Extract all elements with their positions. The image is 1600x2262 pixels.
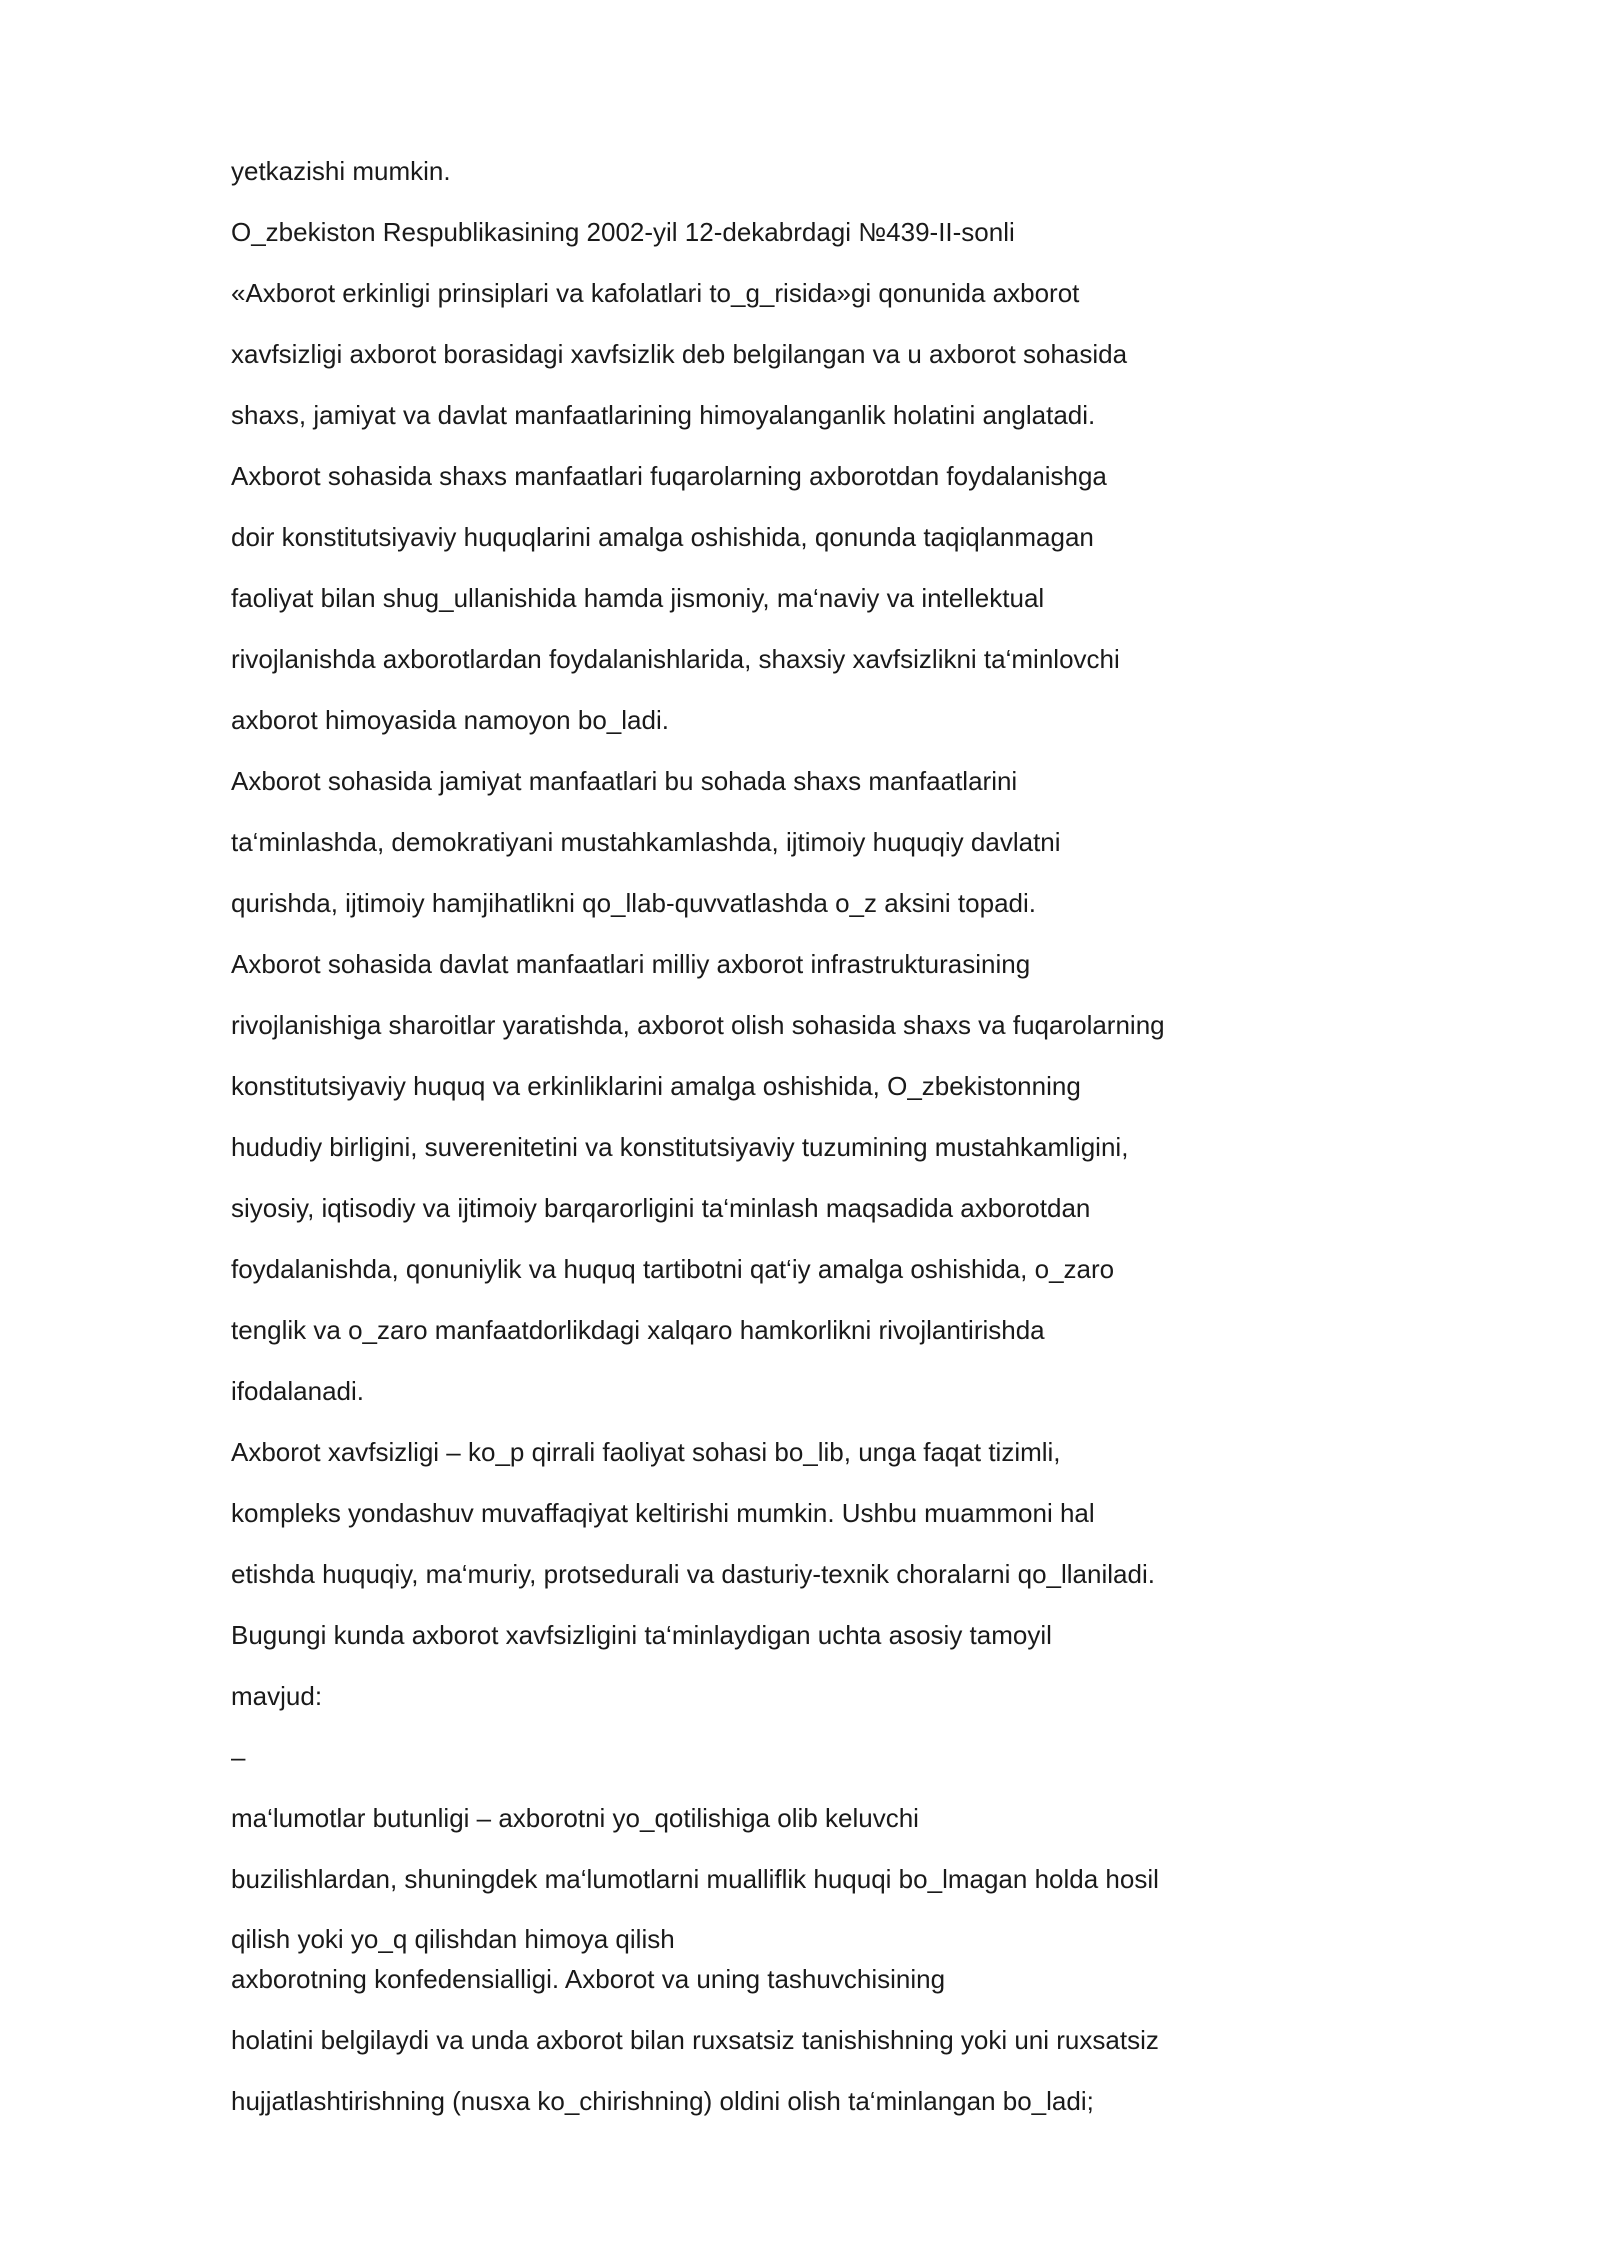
text-line: buzilishlardan, shuningdek ma‘lumotlarni mualliflik huquqi bo_lmagan holda hosil [231, 1864, 1159, 1894]
text-line: ifodalanadi. [231, 1376, 364, 1406]
text-line: Axborot xavfsizligi – ko_p qirrali faoliyat sohasi bo_lib, unga faqat tizimli, [231, 1437, 1061, 1467]
text-line: xavfsizligi axborot borasidagi xavfsizlik deb belgilangan va u axborot sohasida [231, 339, 1128, 369]
text-line: siyosiy, iqtisodiy va ijtimoiy barqarorligini ta‘minlash maqsadida axborotdan [231, 1193, 1091, 1223]
text-line: shaxs, jamiyat va davlat manfaatlarining himoyalanganlik holatini anglatadi. [231, 400, 1096, 430]
text-line: hududiy birligini, suverenitetini va konstitutsiyaviy tuzumining mustahkamligini, [231, 1132, 1129, 1162]
text-line: hujjatlashtirishning (nusxa ko_chirishning) oldini olish ta‘minlangan bo_ladi; [231, 2086, 1094, 2116]
text-line: yetkazishi mumkin. [231, 156, 451, 186]
text-line: O_zbekiston Respublikasining 2002-yil 12-dekabrdagi №439-II-sonli [231, 217, 1015, 247]
text-line: rivojlanishda axborotlardan foydalanishlarida, shaxsiy xavfsizlikni ta‘minlovchi [231, 644, 1120, 674]
text-line: axborotning konfedensialligi. Axborot va uning tashuvchisining [231, 1964, 946, 1994]
text-line: Axborot sohasida shaxs manfaatlari fuqarolarning axborotdan foydalanishga [231, 461, 1107, 491]
text-line: holatini belgilaydi va unda axborot bilan ruxsatsiz tanishishning yoki uni ruxsatsiz [231, 2025, 1159, 2055]
text-line: kompleks yondashuv muvaffaqiyat keltirishi mumkin. Ushbu muammoni hal [231, 1498, 1095, 1528]
list-dash: – [231, 1742, 246, 1772]
text-line: Axborot sohasida davlat manfaatlari milliy axborot infrastrukturasining [231, 949, 1031, 979]
text-line: qurishda, ijtimoiy hamjihatlikni qo_llab-quvvatlashda o_z aksini topadi. [231, 888, 1036, 918]
text-line: doir konstitutsiyaviy huquqlarini amalga oshishida, qonunda taqiqlanmagan [231, 522, 1094, 552]
text-line: rivojlanishiga sharoitlar yaratishda, axborot olish sohasida shaxs va fuqarolarning [231, 1010, 1165, 1040]
text-line: faoliyat bilan shug_ullanishida hamda jismoniy, ma‘naviy va intellektual [231, 583, 1045, 613]
text-line: etishda huquqiy, ma‘muriy, protsedurali va dasturiy-texnik choralarni qo_llaniladi. [231, 1559, 1155, 1589]
text-line: Bugungi kunda axborot xavfsizligini ta‘minlaydigan uchta asosiy tamoyil [231, 1620, 1052, 1650]
text-line: foydalanishda, qonuniylik va huquq tartibotni qat‘iy amalga oshishida, o_zaro [231, 1254, 1115, 1284]
text-line: axborot himoyasida namoyon bo_ladi. [231, 705, 669, 735]
text-line: tenglik va o_zaro manfaatdorlikdagi xalqaro hamkorlikni rivojlantirishda [231, 1315, 1045, 1345]
text-line: «Axborot erkinligi prinsiplari va kafolatlari to_g_risida»gi qonunida axborot [231, 278, 1080, 308]
text-line: Axborot sohasida jamiyat manfaatlari bu sohada shaxs manfaatlarini [231, 766, 1018, 796]
text-line: ta‘minlashda, demokratiyani mustahkamlashda, ijtimoiy huquqiy davlatni [231, 827, 1061, 857]
text-line: mavjud: [231, 1681, 323, 1711]
text-line: konstitutsiyaviy huquq va erkinliklarini amalga oshishida, O_zbekistonning [231, 1071, 1081, 1101]
text-line: ma‘lumotlar butunligi – axborotni yo_qotilishiga olib keluvchi [231, 1803, 919, 1833]
text-line: qilish yoki yo_q qilishdan himoya qilish [231, 1924, 675, 1954]
